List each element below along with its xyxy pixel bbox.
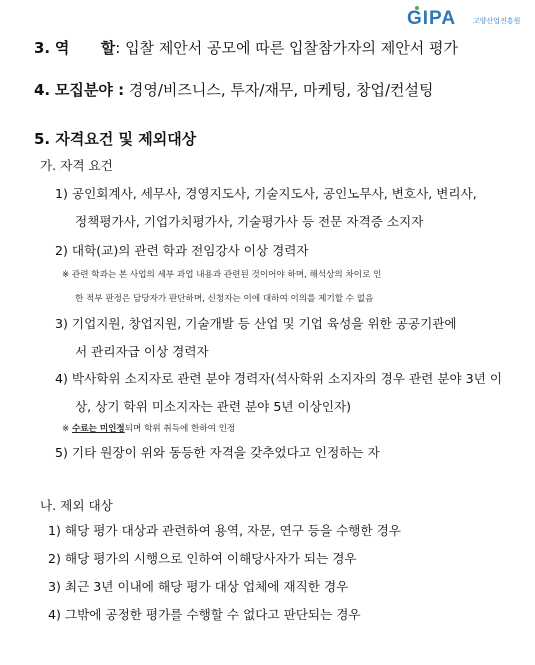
qualification-item-3-line-2: 서 관리자급 이상 경력자 xyxy=(75,344,209,359)
exclusion-item-2: 2) 해당 평가의 시행으로 인하여 이해당사자가 되는 경우 xyxy=(48,551,357,566)
note-2-rest: 되며 학위 취득에 한하여 인정 xyxy=(124,424,236,434)
section-3-label: 역 할 xyxy=(54,39,116,57)
section-3-text: : 입찰 제안서 공모에 따른 입찰참가자의 제안서 평가 xyxy=(115,39,458,57)
note-2-emphasis: 수료는 미인정 xyxy=(71,424,125,434)
section-4-text: 경영/비즈니스, 투자/재무, 마케팅, 창업/컨설팅 xyxy=(124,81,434,99)
exclusion-item-3: 3) 최근 3년 이내에 해당 평가 대상 업체에 재직한 경우 xyxy=(48,579,349,594)
qualification-title: 가. 자격 요건 xyxy=(40,158,113,173)
qualification-item-3-line-1: 3) 기업지원, 창업지원, 기술개발 등 산업 및 기업 육성을 위한 공공기관에 xyxy=(55,316,457,331)
exclusion-title: 나. 제외 대상 xyxy=(40,498,113,513)
section-4-label: 모집분야 : xyxy=(54,81,125,99)
section-4-number: 4. xyxy=(34,81,51,99)
section-3-number: 3. xyxy=(34,39,51,57)
qualification-note-2 xyxy=(62,422,235,434)
qualification-item-4-line-1: 4) 박사학위 소지자로 관련 분야 경력자(석사학위 소지자의 경우 관련 분야 3년 이 xyxy=(55,371,503,386)
logo-subtitle: 고양산업진흥원 xyxy=(473,17,521,25)
exclusion-item-4: 4) 그밖에 공정한 평가를 수행할 수 없다고 판단되는 경우 xyxy=(48,607,361,622)
organization-logo xyxy=(407,6,521,32)
qualification-item-2: 2) 대학(교)의 관련 학과 전임강사 이상 경력자 xyxy=(55,243,309,258)
qualification-item-1-line-1: 1) 공인회계사, 세무사, 경영지도사, 기술지도사, 공인노무사, 변호사, 변리사, xyxy=(55,186,477,201)
logo-mark: GIPA xyxy=(407,8,457,29)
qualification-item-1-line-2: 정책평가사, 기업가치평가사, 기술평가사 등 전문 자격증 소지자 xyxy=(75,214,424,229)
note-2-prefix: ※ xyxy=(62,424,72,434)
qualification-note-1-line-1: ※ 관련 학과는 본 사업의 세부 과업 내용과 관련된 것이어야 하며, 해석상의 차이로 인 xyxy=(62,270,382,280)
qualification-item-5: 5) 기타 원장이 위와 동등한 자격을 갖추었다고 인정하는 자 xyxy=(55,445,380,460)
section-3-heading xyxy=(34,37,458,58)
qualification-item-4-line-2: 상, 상기 학위 미소지자는 관련 분야 5년 이상인자) xyxy=(75,399,352,414)
exclusion-item-1: 1) 해당 평가 대상과 관련하여 용역, 자문, 연구 등을 수행한 경우 xyxy=(48,523,401,538)
section-5-title: 5. 자격요건 및 제외대상 xyxy=(34,130,197,148)
qualification-note-1-line-2: 한 적부 판정은 담당자가 판단하며, 신청자는 이에 대하여 이의를 제기할 수 없음 xyxy=(75,294,374,304)
section-4-heading xyxy=(34,79,433,100)
